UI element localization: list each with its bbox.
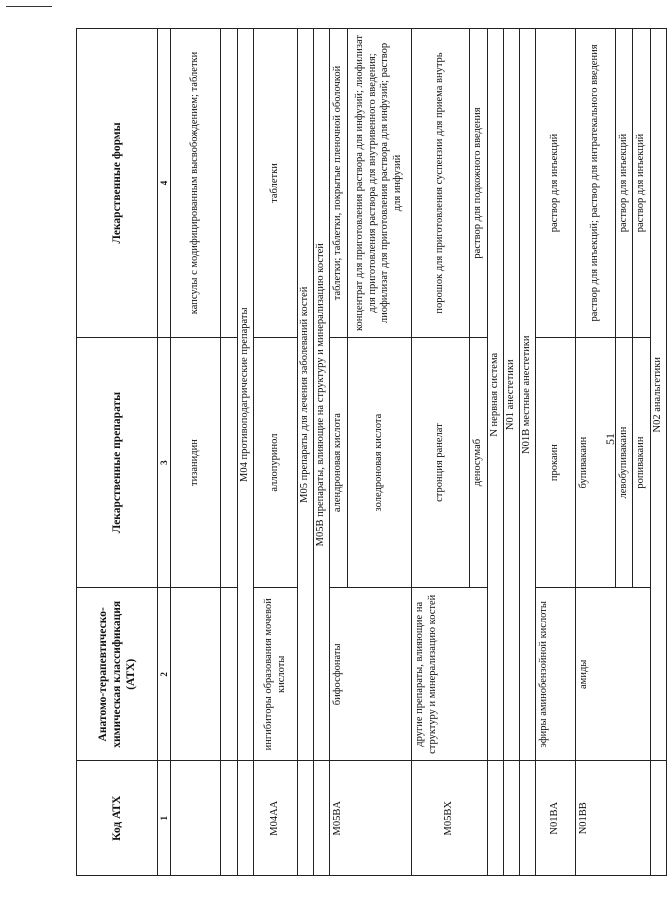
- section-m05: M05 препараты для лечения заболеваний костей: [298, 29, 314, 761]
- code-m04aa: M04AA: [254, 761, 298, 876]
- drug-levobupivacaine: левобупивакаин: [615, 337, 633, 587]
- table-row: [254, 29, 298, 876]
- top-rule: [6, 6, 52, 7]
- section-n: N нервная система: [487, 29, 503, 761]
- header-drugs: Лекарственные препараты: [77, 337, 158, 587]
- drug-tizanidine: тизанидин: [171, 337, 221, 587]
- code-n01ba: N01BA: [535, 761, 575, 876]
- atc-m05bx: другие препараты, влияющие на структуру и минерализацию костей: [411, 588, 487, 761]
- atc-m04aa: ингибиторы образования мочевой кислоты: [254, 588, 298, 761]
- page-number: 51: [603, 433, 617, 445]
- drug-zoledronic-acid: золедроновая кислота: [347, 337, 411, 587]
- atc-n01bb: амиды: [575, 588, 651, 761]
- code-n01bb: N01BB: [575, 761, 651, 876]
- colnum-1: 1: [158, 761, 171, 876]
- section-row: [238, 29, 254, 876]
- section-row: [519, 29, 535, 876]
- table-row: [575, 29, 615, 876]
- header-row: [77, 29, 158, 876]
- form-denosumab: раствор для подкожного введения: [469, 29, 487, 338]
- drug-denosumab: деносумаб: [469, 337, 487, 587]
- atc-n01ba: эфиры аминобензойной кислоты: [535, 588, 575, 761]
- section-row: [487, 29, 503, 876]
- section-n01b: N01B местные анестетики: [519, 29, 535, 761]
- section-m04: M04 противоподагрические препараты: [238, 29, 254, 761]
- form-ropivacaine: раствор для инъекций: [633, 29, 651, 338]
- section-m05b: M05B препараты, влияющие на структуру и минерализацию костей: [314, 29, 330, 761]
- section-n02: N02 анальгетики: [651, 29, 667, 761]
- table-row: [535, 29, 575, 876]
- cell-atc: [171, 588, 221, 761]
- form-procaine: раствор для инъекций: [535, 29, 575, 338]
- section-row: [314, 29, 330, 876]
- cell-code: [171, 761, 221, 876]
- header-forms: Лекарственные формы: [77, 29, 158, 338]
- drug-alendronic-acid: алендроновая кислота: [330, 337, 348, 587]
- form-allopurinol: таблетки: [254, 29, 298, 338]
- drug-procaine: прокаин: [535, 337, 575, 587]
- header-atc: Анатомо-терапевтическо-химическая классификация (АТХ): [77, 588, 158, 761]
- table-row: [171, 29, 221, 876]
- form-zoledronic-acid: концентрат для приготовления раствора для инфузий; лиофилизат для приготовления раствора для внутривенного введения; лиофилизат для приготовления раствора для инфузий; раствор для инфузий: [347, 29, 411, 338]
- drug-ropivacaine: ропивакаин: [633, 337, 651, 587]
- section-row: [651, 29, 667, 876]
- drug-allopurinol: аллопуринол: [254, 337, 298, 587]
- section-n01: N01 анестетики: [503, 29, 519, 761]
- drug-table: [76, 28, 667, 876]
- header-code: Код АТХ: [77, 761, 158, 876]
- column-number-row: [158, 29, 171, 876]
- drug-bupivacaine: бупивакаин: [575, 337, 615, 587]
- form-bupivacaine: раствор для инъекций; раствор для интратекального введения: [575, 29, 615, 338]
- drug-strontium-ranelate: стронция ранелат: [411, 337, 469, 587]
- form-levobupivacaine: раствор для инъекций: [615, 29, 633, 338]
- form-alendronic-acid: таблетки; таблетки, покрытые пленочной оболочкой: [330, 29, 348, 338]
- colnum-4: 4: [158, 29, 171, 338]
- form-strontium-ranelate: порошок для приготовления суспензии для приема внутрь: [411, 29, 469, 338]
- table-row: [330, 29, 348, 876]
- section-row: [298, 29, 314, 876]
- table-row: [411, 29, 469, 876]
- atc-m05ba: бифосфонаты: [330, 588, 412, 761]
- colnum-2: 2: [158, 588, 171, 761]
- rotated-table-container: [76, 28, 664, 876]
- code-m05ba: M05BA: [330, 761, 412, 876]
- form-tizanidine: капсулы с модифицированным высвобождением; таблетки: [171, 29, 221, 338]
- table-row-blank: [221, 29, 238, 876]
- code-m05bx: M05BX: [411, 761, 487, 876]
- section-row: [503, 29, 519, 876]
- colnum-3: 3: [158, 337, 171, 587]
